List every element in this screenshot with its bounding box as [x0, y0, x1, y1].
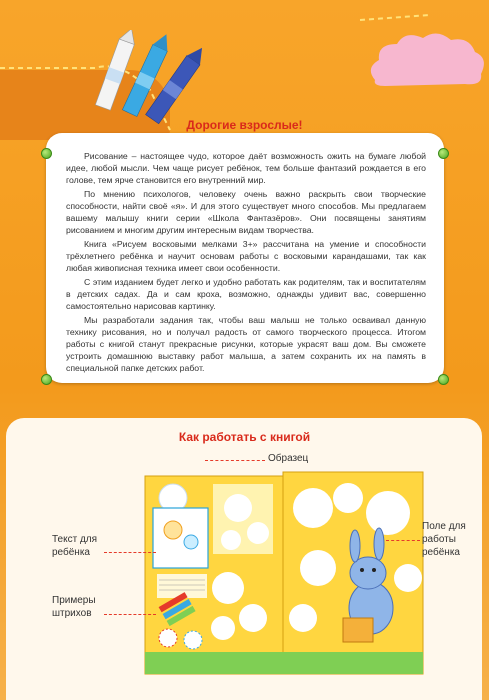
pink-cloud-illustration	[365, 30, 489, 90]
label-stroke-examples	[52, 594, 96, 620]
paragraph: Мы разработали задания так, чтобы ваш малыш не только осваивал данную технику рисования, но и получал радость от самого творческого процесса. Итогом работы с книгой станут прекрасные рисунки, которые украсят ваш дом. Вы сможете устроить домашнюю выставку работ малыша, а затем сохранить их на память в специальной папке детских работ.	[66, 315, 426, 373]
label-line: Текст для	[52, 534, 98, 545]
green-dot-decoration	[41, 374, 52, 385]
label-text-for-child	[52, 533, 97, 559]
book-pages-graphic	[143, 468, 426, 678]
leader-stroke-examples	[104, 614, 156, 615]
green-dot-decoration	[438, 148, 449, 159]
leader-work-field	[386, 540, 420, 541]
crayons-illustration	[75, 30, 205, 130]
label-work-field	[422, 520, 466, 559]
green-dot-decoration	[438, 374, 449, 385]
label-line: Примеры	[52, 595, 96, 606]
green-dot-decoration	[41, 148, 52, 159]
section-title-dear-adults: Дорогие взрослые!	[186, 118, 303, 132]
intro-text-block	[66, 150, 426, 376]
text-card	[46, 133, 444, 383]
leader-sample	[205, 460, 265, 461]
paragraph: По мнению психологов, человеку очень важно раскрыть свои творческие способности, найти своё «я». И для этого существует много способов. Мы предлагаем вашему малышу книги серии «Школа Фантазёров». Они посвящены занятиям рисованием и многим другим интересным видам творчества.	[66, 189, 426, 235]
label-line: Поле для	[422, 521, 466, 532]
label-line: штрихов	[52, 608, 92, 619]
book-spread-illustration	[143, 468, 426, 678]
leader-text-for-child	[104, 552, 156, 553]
paragraph: Рисование – настоящее чудо, которое даёт возможность ожить на бумаге любой идее, любой мысли. Чем чаще рисует ребёнок, тем больше фантазий рождается в его голове, тем ярче становится его внутренний мир.	[66, 151, 426, 185]
paragraph: Книга «Рисуем восковыми мелками 3+» рассчитана на умение и способности трёхлетнего ребёнка и научит основам работы с восковыми карандашами, так как любая живописная техника имеет свои особенности.	[66, 239, 426, 273]
label-line: ребёнка	[422, 547, 460, 558]
label-line: ребёнка	[52, 547, 90, 558]
section-title-how-to-work: Как работать с книгой	[178, 430, 311, 444]
label-sample: Образец	[268, 453, 309, 464]
label-line: работы	[422, 534, 456, 545]
paragraph: С этим изданием будет легко и удобно работать как родителям, так и воспитателям в детских садах. Да и сам кроха, возможно, однажды удивит вас, совершенно самостоятельно нарисовав картинку.	[66, 277, 426, 311]
